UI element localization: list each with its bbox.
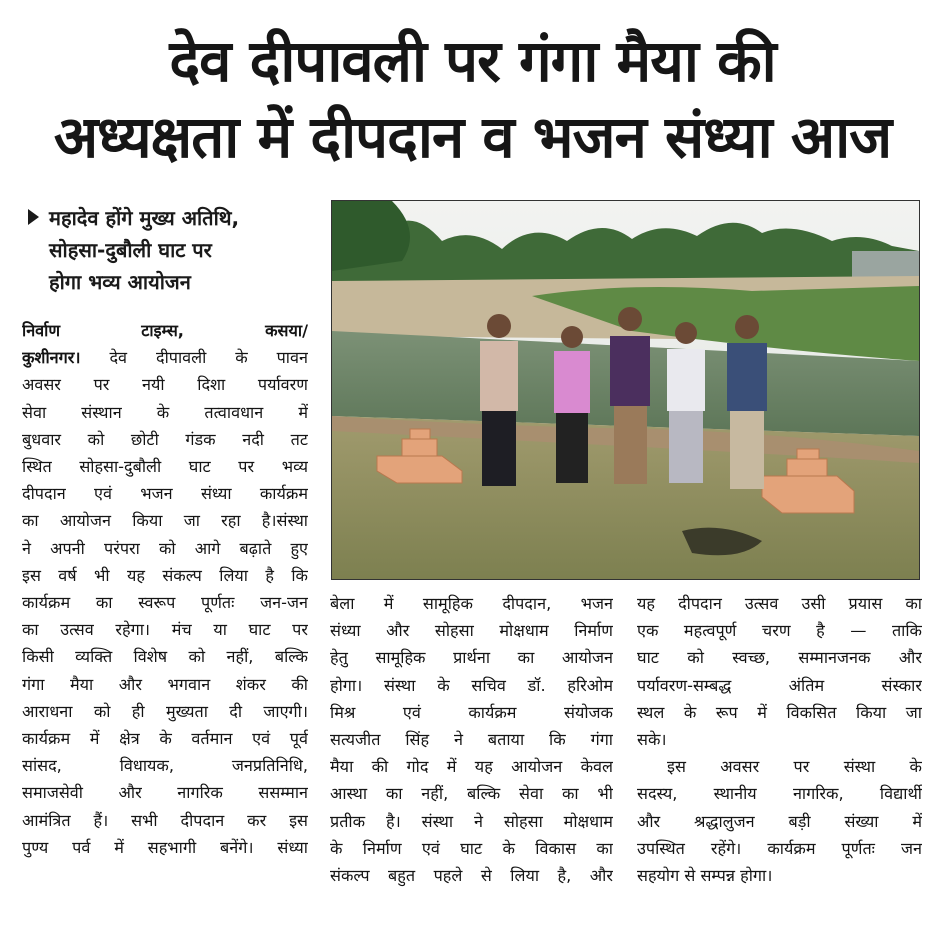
- headline-line-1: देव दीपावली पर गंगा मैया की: [169, 27, 776, 95]
- article-line: होगा। संस्था के सचिव डॉ. हरिओम: [330, 675, 613, 695]
- article-line: का उत्सव रहेगा। मंच या घाट पर: [22, 620, 308, 640]
- article-line: सहयोग से सम्पन्न होगा।: [637, 866, 773, 886]
- byline-place: कुशीनगर।: [22, 348, 81, 368]
- subheadline-line: होगा भव्य आयोजन: [49, 270, 191, 294]
- article-line: मैया की गोद में यह आयोजन केवल: [330, 757, 613, 777]
- article-line: संध्या और सोहसा मोक्षधाम निर्माण: [330, 621, 613, 641]
- article-line: एक महत्वपूर्ण चरण है — ताकि: [637, 621, 922, 641]
- article-line: मिश्र एवं कार्यक्रम संयोजक: [330, 702, 613, 722]
- article-line: आस्था का नहीं, बल्कि सेवा का भी: [330, 784, 613, 804]
- article-line: हेतु सामूहिक प्रार्थना का आयोजन: [330, 648, 613, 668]
- article-line: इस वर्ष भी यह संकल्प लिया है कि: [22, 565, 308, 585]
- subheadline: [28, 202, 328, 298]
- article-line: इस अवसर पर संस्था के: [667, 757, 922, 777]
- article-line: किसी व्यक्ति विशेष को नहीं, बल्कि: [22, 647, 308, 667]
- article-line: प्रतीक है। संस्था ने सोहसा मोक्षधाम: [330, 811, 613, 831]
- article-line: यह दीपदान उत्सव उसी प्रयास का: [637, 594, 922, 613]
- article-line: सत्यजीत सिंह ने बताया कि गंगा: [330, 730, 613, 750]
- article-line: पर्यावरण-सम्बद्ध अंतिम संस्कार: [637, 675, 922, 695]
- article-line: अवसर पर नयी दिशा पर्यावरण: [22, 375, 308, 395]
- subheadline-line: महादेव होंगे मुख्य अतिथि,: [28, 202, 328, 234]
- article-line: सांसद, विधायक, जनप्रतिनिधि,: [22, 756, 308, 776]
- photo-illustration: [332, 201, 919, 579]
- article-line: सके।: [637, 730, 667, 750]
- article-line: आमंत्रित हैं। सभी दीपदान कर इस: [22, 810, 308, 830]
- article-line: और श्रद्धालुजन बड़ी संख्या में: [637, 811, 922, 831]
- article-column-1: [22, 317, 308, 861]
- article-line: कार्यक्रम का स्वरूप पूर्णतः जन-जन: [22, 593, 308, 613]
- byline: निर्वाण टाइम्स, कसया/: [22, 321, 308, 340]
- article-line: पुण्य पर्व में सहभागी बनेंगे। संध्या: [22, 837, 308, 857]
- article-line: सदस्य, स्थानीय नागरिक, विद्यार्थी: [637, 784, 922, 804]
- article-line: गंगा मैया और भगवान शंकर की: [22, 674, 308, 694]
- headline-line-2: अध्यक्षता में दीपदान व भजन संध्या आज: [53, 103, 892, 171]
- article-line: कुशीनगर। देव दीपावली के पावन: [22, 348, 308, 368]
- article-column-3: [637, 590, 922, 889]
- article-line: बुधवार को छोटी गंडक नदी तट: [22, 429, 308, 449]
- article-line: ने अपनी परंपरा को आगे बढ़ाते हुए: [22, 538, 308, 558]
- article-line: घाट को स्वच्छ, सम्मानजनक और: [637, 648, 922, 668]
- article-line: संकल्प बहुत पहले से लिया है, और: [330, 866, 613, 886]
- article-line: स्थल के रूप में विकसित किया जा: [637, 702, 922, 722]
- article-line: आराधना को ही मुख्यता दी जाएगी।: [22, 701, 308, 721]
- article-line: के निर्माण एवं घाट के विकास का: [330, 838, 613, 858]
- triangle-bullet-icon: [28, 209, 39, 225]
- news-photo: [331, 200, 920, 580]
- article-line: सेवा संस्थान के तत्वावधान में: [22, 402, 308, 422]
- article-line: स्थित सोहसा-दुबौली घाट पर भव्य: [22, 457, 308, 477]
- subheadline-line: सोहसा-दुबौली घाट पर: [49, 238, 212, 262]
- article-line: कार्यक्रम में क्षेत्र के वर्तमान एवं पूर्व: [22, 729, 308, 749]
- article-line: दीपदान एवं भजन संध्या कार्यक्रम: [22, 484, 308, 504]
- article-line: बेला में सामूहिक दीपदान, भजन: [330, 594, 613, 613]
- article-line: का आयोजन किया जा रहा है।संस्था: [22, 511, 308, 531]
- article-column-2: [330, 590, 613, 889]
- article-line: समाजसेवी और नागरिक ससम्मान: [22, 783, 308, 803]
- article-line: उपस्थित रहेंगे। कार्यक्रम पूर्णतः जन: [637, 838, 922, 858]
